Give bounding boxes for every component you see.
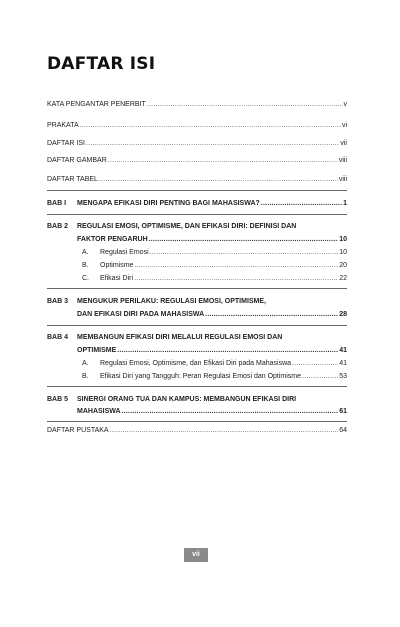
subentry-page: 10 (339, 249, 347, 256)
dot-leader (149, 235, 339, 244)
subentry-letter: C. (82, 275, 89, 282)
section-divider (47, 386, 347, 387)
dot-leader (110, 426, 339, 435)
toc-entry-bab-2[interactable] (77, 235, 347, 244)
chapter-page: 10 (339, 236, 347, 243)
toc-subentry-4a[interactable] (82, 359, 347, 368)
subentry-label: Regulasi Emosi, Optimisme, dan Efikasi Diri pada Mahasiswa (100, 360, 292, 367)
toc-subentry-optimisme[interactable] (82, 261, 347, 270)
chapter-title-line: MENGUKUR PERILAKU: REGULASI EMOSI, OPTIMISME, (77, 298, 267, 305)
subentry-letter: A. (82, 360, 89, 367)
subentry-label: Efikasi Diri yang Tangguh: Peran Regulasi Emosi dan Optimisme (100, 373, 302, 380)
toc-entry-daftar-isi[interactable] (47, 139, 347, 148)
toc-subentry-4b[interactable] (82, 372, 347, 381)
toc-subentry-regulasi-emosi[interactable] (82, 248, 347, 257)
dot-leader (261, 199, 342, 208)
subentry-letter: A. (82, 249, 89, 256)
chapter-page: 1 (343, 200, 347, 207)
toc-entry-label: DAFTAR ISI (47, 140, 85, 147)
section-divider (47, 288, 347, 289)
subentry-page: 53 (339, 373, 347, 380)
toc-entry-bab-5[interactable] (77, 407, 347, 416)
toc-entry-page: v (343, 101, 347, 108)
toc-entry-page: vi (341, 122, 347, 129)
dot-leader (134, 261, 338, 270)
toc-entry-page: viii (338, 157, 347, 164)
subentry-label: Efikasi Diri (100, 275, 134, 282)
chapter-page: 61 (339, 408, 347, 415)
toc-entry-prakata[interactable] (47, 121, 347, 130)
dot-leader (122, 407, 339, 416)
toc-entry-bab-1[interactable] (77, 199, 347, 208)
toc-entry-label: PRAKATA (47, 122, 79, 129)
chapter-title: MENGAPA EFIKASI DIRI PENTING BAGI MAHASISWA? (77, 200, 260, 207)
section-divider (47, 421, 347, 422)
chapter-title: OPTIMISME (77, 347, 117, 354)
section-divider (47, 325, 347, 326)
toc-entry-daftar-gambar[interactable] (47, 156, 347, 165)
subentry-letter: B. (82, 373, 89, 380)
subentry-label: Optimisme (100, 262, 134, 269)
page-number-badge: vii (184, 548, 208, 562)
subentry-label: Regulasi Emosi (100, 249, 149, 256)
dot-leader (302, 372, 338, 381)
dot-leader (117, 346, 338, 355)
dot-leader (292, 359, 338, 368)
dot-leader (134, 274, 338, 283)
toc-entry-page: vii (340, 140, 347, 147)
toc-subentry-efikasi-diri[interactable] (82, 274, 347, 283)
dot-leader (99, 175, 338, 184)
dot-leader (150, 248, 339, 257)
chapter-page: 41 (339, 347, 347, 354)
subentry-page: 22 (339, 275, 347, 282)
page-title: DAFTAR ISI (47, 54, 156, 74)
section-divider (47, 214, 347, 215)
dot-leader (80, 121, 341, 130)
chapter-page: 28 (339, 311, 347, 318)
chapter-title-line: MEMBANGUN EFIKASI DIRI MELALUI REGULASI EMOSI DAN (77, 334, 283, 341)
subentry-letter: B. (82, 262, 89, 269)
chapter-number: BAB 5 (47, 396, 69, 403)
toc-entry-bab-3[interactable] (77, 310, 347, 319)
dot-leader (147, 100, 343, 109)
chapter-number: BAB 2 (47, 223, 69, 230)
chapter-title-line: REGULASI EMOSI, OPTIMISME, DAN EFIKASI DIRI: DEFINISI DAN (77, 223, 297, 230)
toc-entry-daftar-tabel[interactable] (47, 175, 347, 184)
toc-entry-kata-pengantar[interactable] (47, 100, 347, 109)
toc-entry-page: viii (338, 176, 347, 183)
toc-entry-daftar-pustaka[interactable] (47, 426, 347, 435)
subentry-page: 20 (339, 262, 347, 269)
dot-leader (86, 139, 339, 148)
dot-leader (108, 156, 338, 165)
chapter-title: DAN EFIKASI DIRI PADA MAHASISWA (77, 311, 205, 318)
chapter-number: BAB 3 (47, 298, 69, 305)
toc-entry-label: DAFTAR TABEL (47, 176, 98, 183)
chapter-title: MAHASISWA (77, 408, 121, 415)
chapter-number: BAB 4 (47, 334, 69, 341)
dot-leader (205, 310, 338, 319)
toc-entry-bab-4[interactable] (77, 346, 347, 355)
chapter-title: FAKTOR PENGARUH (77, 236, 148, 243)
chapter-title-line: SINERGI ORANG TUA DAN KAMPUS: MEMBANGUN EFIKASI DIRI (77, 396, 297, 403)
chapter-number: BAB I (47, 200, 67, 207)
subentry-page: 41 (339, 360, 347, 367)
section-divider (47, 190, 347, 191)
toc-entry-label: KATA PENGANTAR PENERBIT (47, 101, 146, 108)
toc-entry-label: DAFTAR GAMBAR (47, 157, 107, 164)
toc-entry-label: DAFTAR PUSTAKA (47, 427, 109, 434)
toc-entry-page: 64 (339, 427, 347, 434)
